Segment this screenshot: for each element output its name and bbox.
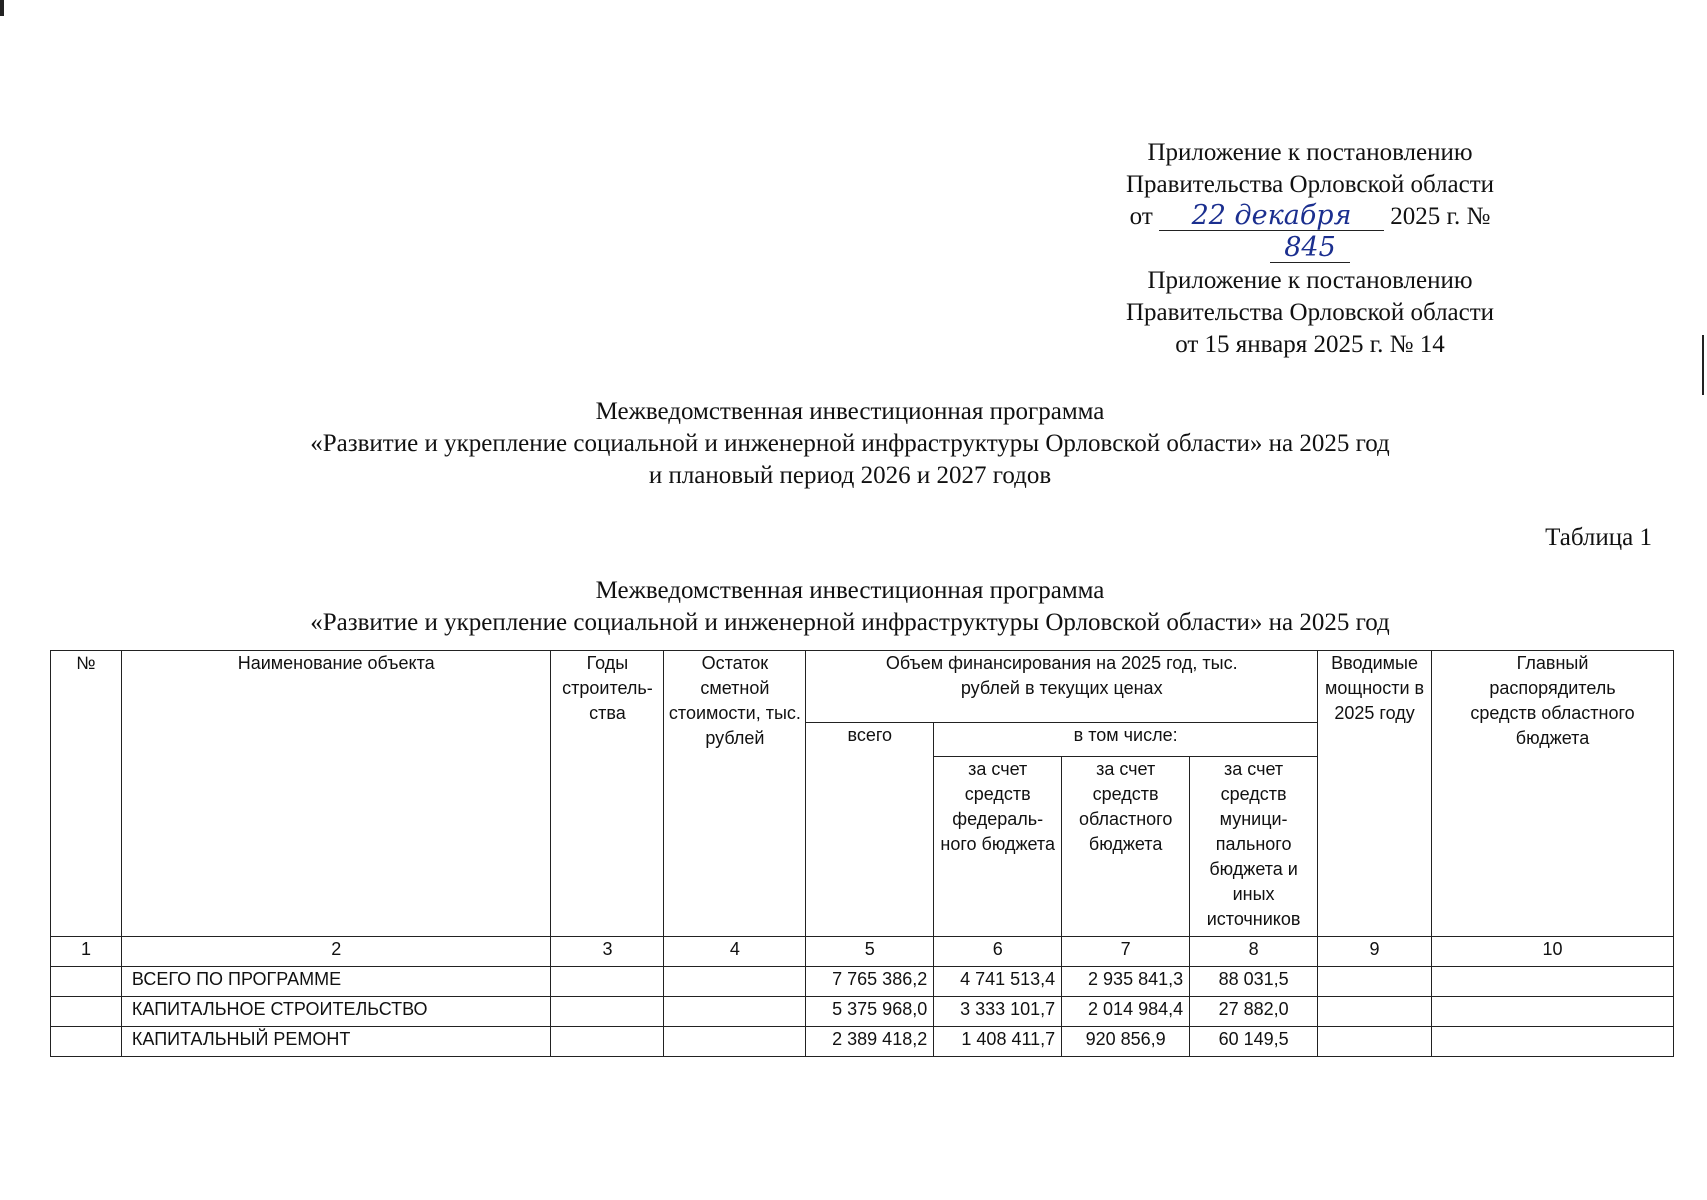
header-manager: Главный распорядитель средств областного бюджета xyxy=(1432,651,1674,937)
scan-mark xyxy=(0,0,4,16)
cell-years xyxy=(551,997,664,1027)
cell-total: 5 375 968,0 xyxy=(806,997,934,1027)
scan-mark xyxy=(1702,335,1704,395)
cell-manager xyxy=(1432,967,1674,997)
appendix-line: от 15 января 2025 г. № 14 xyxy=(1175,331,1445,358)
cell-name: КАПИТАЛЬНОЕ СТРОИТЕЛЬСТВО xyxy=(121,997,551,1027)
year-text: 2025 г. № xyxy=(1390,203,1491,230)
header-remaining: Остаток сметной стоимости, тыс. рублей xyxy=(664,651,806,937)
title-line: «Развитие и укрепление социальной и инженерной инфраструктуры Орловской области» на 2025 год xyxy=(310,430,1390,457)
table-row xyxy=(51,1027,1674,1057)
column-number: 8 xyxy=(1190,937,1318,967)
cell-name: КАПИТАЛЬНЫЙ РЕМОНТ xyxy=(121,1027,551,1057)
column-number: 6 xyxy=(934,937,1062,967)
appendix-line: Приложение к постановлению xyxy=(1147,267,1473,294)
cell-capacity xyxy=(1318,967,1432,997)
table-row xyxy=(51,967,1674,997)
cell-no xyxy=(51,997,122,1027)
column-number: 4 xyxy=(664,937,806,967)
cell-regional: 920 856,9 xyxy=(1062,1027,1190,1057)
header-financing: Объем финансирования на 2025 год, тыс. рублей в текущих ценах xyxy=(806,651,1318,723)
title-line: Межведомственная инвестиционная программа xyxy=(595,398,1105,425)
financing-table xyxy=(50,650,1674,1057)
header-total: всего xyxy=(806,723,934,937)
cell-remaining xyxy=(664,997,806,1027)
original-appendix-header xyxy=(1090,265,1530,361)
title-line: и плановый период 2026 и 2027 годов xyxy=(648,462,1052,489)
table-row xyxy=(51,997,1674,1027)
column-number: 7 xyxy=(1062,937,1190,967)
cell-manager xyxy=(1432,1027,1674,1057)
cell-municipal: 27 882,0 xyxy=(1190,997,1318,1027)
header-municipal: за счет средств муници- пального бюджета и иных источников xyxy=(1190,757,1318,937)
handwritten-date: 22 декабря xyxy=(1159,202,1384,231)
header-capacity: Вводимые мощности в 2025 году xyxy=(1318,651,1432,937)
cell-years xyxy=(551,1027,664,1057)
cell-remaining xyxy=(664,1027,806,1057)
appendix-line: Приложение к постановлению xyxy=(1147,139,1473,166)
cell-federal: 3 333 101,7 xyxy=(934,997,1062,1027)
appendix-date-line xyxy=(1090,201,1530,265)
cell-federal: 1 408 411,7 xyxy=(934,1027,1062,1057)
column-number: 1 xyxy=(51,937,122,967)
appendix-line: Правительства Орловской области xyxy=(1125,299,1495,326)
cell-municipal: 60 149,5 xyxy=(1190,1027,1318,1057)
program-title xyxy=(180,396,1520,492)
column-number: 3 xyxy=(551,937,664,967)
cell-no xyxy=(51,967,122,997)
cell-federal: 4 741 513,4 xyxy=(934,967,1062,997)
table-title xyxy=(180,575,1520,639)
header-federal: за счет средств федераль- ного бюджета xyxy=(934,757,1062,937)
table-label: Таблица 1 xyxy=(1545,524,1652,551)
title-line: Межведомственная инвестиционная программа xyxy=(595,577,1105,604)
cell-total: 7 765 386,2 xyxy=(806,967,934,997)
cell-regional: 2 014 984,4 xyxy=(1062,997,1190,1027)
cell-name: ВСЕГО ПО ПРОГРАММЕ xyxy=(121,967,551,997)
column-number: 5 xyxy=(806,937,934,967)
cell-regional: 2 935 841,3 xyxy=(1062,967,1190,997)
cell-total: 2 389 418,2 xyxy=(806,1027,934,1057)
cell-years xyxy=(551,967,664,997)
from-prefix: от xyxy=(1129,203,1153,230)
header-name: Наименование объекта xyxy=(121,651,551,937)
header-regional: за счет средств областного бюджета xyxy=(1062,757,1190,937)
cell-capacity xyxy=(1318,1027,1432,1057)
header-including: в том числе: xyxy=(934,723,1318,757)
cell-municipal: 88 031,5 xyxy=(1190,967,1318,997)
column-number: 10 xyxy=(1432,937,1674,967)
header-years: Годы строитель- ства xyxy=(551,651,664,937)
cell-remaining xyxy=(664,967,806,997)
current-appendix-header xyxy=(1090,137,1530,265)
cell-capacity xyxy=(1318,997,1432,1027)
header-no: № xyxy=(51,651,122,937)
cell-no xyxy=(51,1027,122,1057)
column-number: 2 xyxy=(121,937,551,967)
handwritten-number: 845 xyxy=(1270,234,1350,263)
title-line: «Развитие и укрепление социальной и инженерной инфраструктуры Орловской области» на 2025 год xyxy=(310,609,1390,636)
column-number: 9 xyxy=(1318,937,1432,967)
appendix-line: Правительства Орловской области xyxy=(1125,171,1495,198)
cell-manager xyxy=(1432,997,1674,1027)
